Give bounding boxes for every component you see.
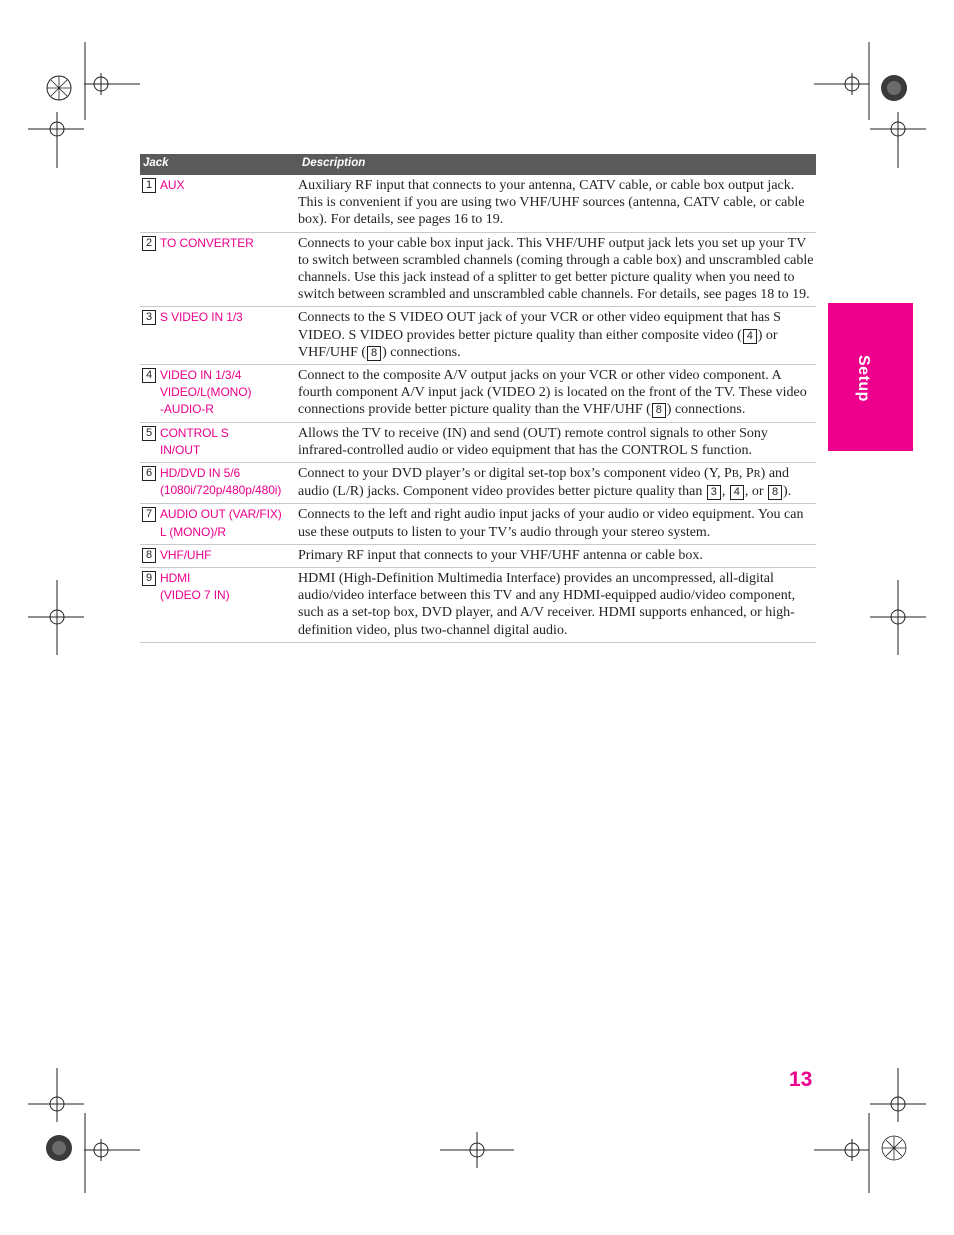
desc-text: B [731, 469, 739, 481]
jack-cell [140, 177, 297, 229]
table-header [140, 154, 816, 175]
jack-cell [140, 570, 297, 639]
header-jack: Jack [143, 157, 169, 169]
jack-description [297, 367, 816, 419]
desc-text: ) connections. [382, 344, 461, 360]
page-number: 13 [789, 1068, 813, 1091]
jack-description: HDMI (High-Definition Multimedia Interface) provides an uncompressed, all-digital audio/video interface between this TV and any HDMI-equipped audio/video component, such as a set-top box, DVD player, and A/V receiver. HDMI supports enhanced, or high-definition video, plus two-channel digital audio. [298, 571, 796, 638]
jack-cell [140, 367, 297, 419]
desc-text: R [753, 469, 761, 481]
jack-ref: 8 [367, 346, 381, 361]
jack-name: S VIDEO IN 1/3 [160, 310, 243, 325]
desc-text: Connects to the S VIDEO OUT jack of your VCR or other video equipment that has S VIDEO. S VIDEO provides better picture quality than either composite video ( [298, 310, 781, 343]
jack-cell [140, 309, 297, 361]
jack-cell [140, 506, 297, 540]
jack-ref: 3 [707, 485, 721, 500]
jack-name: AUX [160, 178, 185, 192]
jack-ref: 4 [743, 329, 757, 344]
table-row [140, 307, 816, 365]
section-tab-label: Setup [855, 355, 872, 402]
desc-text: , or [744, 484, 768, 500]
jack-number: 5 [142, 426, 156, 441]
table-row [140, 568, 816, 643]
jack-name: VHF/UHF [160, 547, 212, 562]
jack-description: Connects to the left and right audio input jacks of your audio or video equipment. You can use these outputs to listen to your TV’s audio through your stereo system. [298, 507, 804, 540]
jack-description: Allows the TV to receive (IN) and send (OUT) remote control signals to other Sony infrared-controlled audio or video equipment that has the CONTROL S function. [298, 425, 768, 458]
jack-cell [140, 547, 297, 564]
table-row [140, 365, 816, 423]
desc-text: Connect to the composite A/V output jacks on your VCR or other video component. A fourth component A/V input jack (VIDEO 2) is located on the front of the TV. These video connections provide better picture quality than the VHF/UHF ( [298, 368, 807, 418]
header-description: Description [302, 157, 366, 169]
table-row [140, 175, 816, 233]
jack-ref: 8 [768, 485, 782, 500]
jack-name: HD/DVD IN 5/6 (1080i/720p/480p/480i) [160, 466, 282, 498]
jack-number: 8 [142, 548, 156, 563]
section-tab [828, 303, 913, 451]
table-row [140, 463, 816, 504]
desc-text: ) connections. [666, 402, 746, 418]
jack-name: AUDIO OUT (VAR/FIX) L (MONO)/R [160, 507, 282, 539]
jack-name: VIDEO IN 1/3/4 VIDEO/L(MONO) -AUDIO-R [160, 368, 252, 417]
desc-text: , [721, 484, 729, 500]
table-row [140, 545, 816, 568]
jack-cell [140, 425, 297, 459]
jack-number: 7 [142, 507, 156, 522]
jack-number: 6 [142, 466, 156, 481]
jack-number: 3 [142, 310, 156, 325]
jack-name: TO CONVERTER [160, 235, 254, 250]
jack-cell [140, 465, 297, 500]
desc-text: ) or VHF/UHF ( [298, 327, 778, 360]
jack-description: Auxiliary RF input that connects to your antenna, CATV cable, or cable box output jack. This is convenient if you are using two VHF/UHF sources (antenna, CATV cable, or cable box). For details, see pages 16 to 19. [298, 178, 805, 228]
jack-ref: 4 [730, 485, 744, 500]
jack-description [297, 465, 816, 500]
jack-name: HDMI (VIDEO 7 IN) [160, 571, 230, 603]
table-row [140, 233, 816, 308]
jack-table [140, 154, 816, 643]
jack-description: Primary RF input that connects to your VHF/UHF antenna or cable box. [298, 547, 703, 563]
desc-text: , P [738, 466, 754, 482]
jack-number: 4 [142, 368, 156, 383]
jack-description: Connects to your cable box input jack. This VHF/UHF output jack lets you set up your TV to switch between scrambled channels (coming through a cable box) and unscrambled cable channels. Use this jack instead of a splitter to get better picture quality when you need to switch between scrambled and unscrambled cable channels. For details, see pages 18 to 19. [298, 235, 814, 303]
jack-cell [140, 235, 297, 304]
jack-number: 1 [142, 178, 156, 193]
desc-text: ) and audio (L/R) jacks. Component video provides better picture quality than [298, 466, 790, 500]
desc-text: ). [783, 484, 792, 500]
table-row [140, 504, 816, 544]
jack-ref: 8 [652, 403, 666, 418]
jack-number: 9 [142, 571, 156, 586]
jack-number: 2 [142, 236, 156, 251]
table-row [140, 423, 816, 463]
desc-text: Connect to your DVD player’s or digital set-top box’s component video (Y, P [298, 466, 732, 482]
jack-name: CONTROL S IN/OUT [160, 425, 229, 457]
jack-description [297, 309, 816, 361]
